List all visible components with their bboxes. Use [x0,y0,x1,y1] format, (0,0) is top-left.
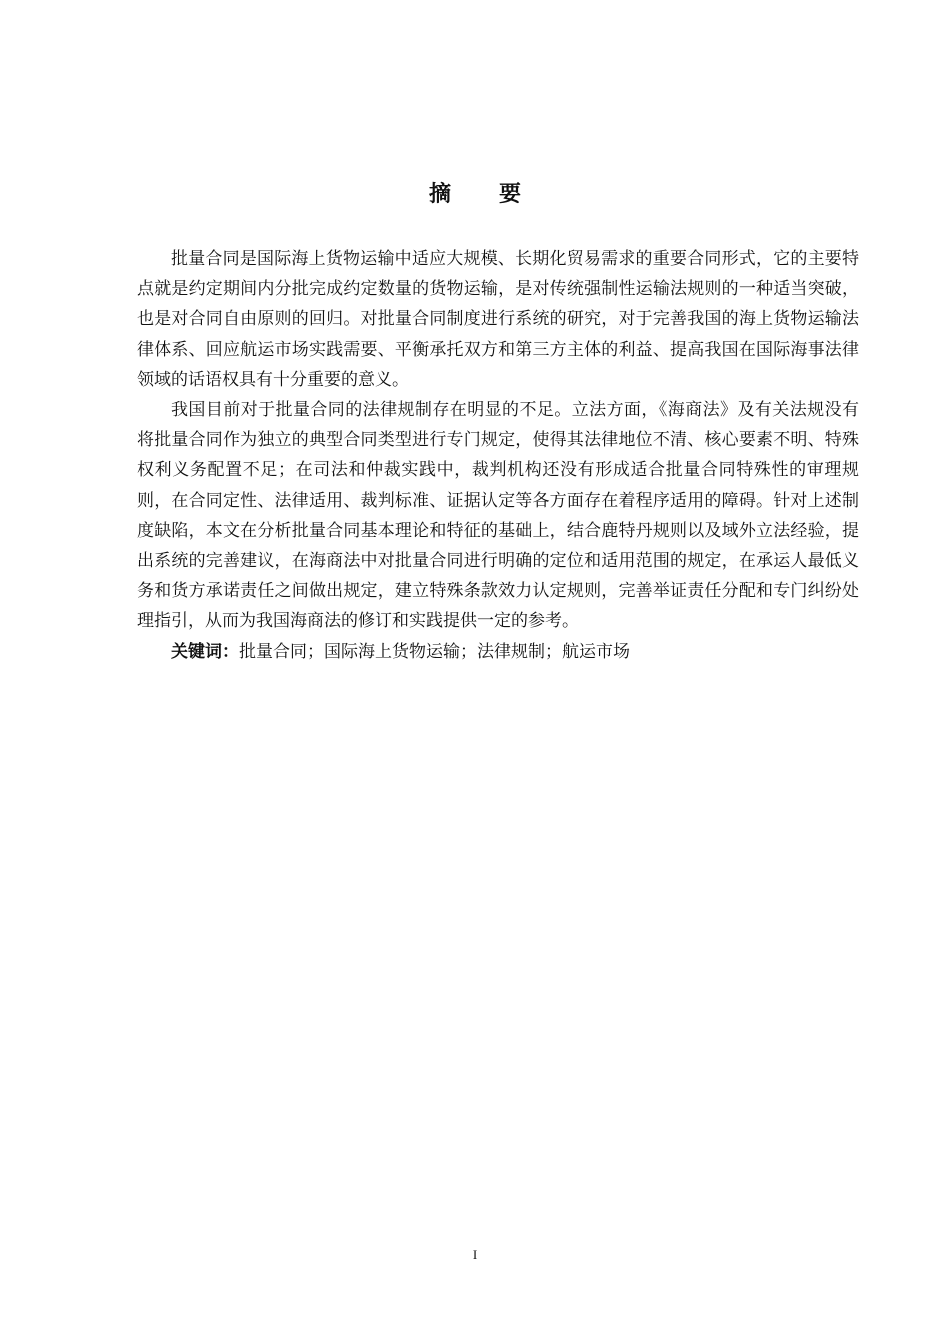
keywords-label: 关键词： [171,641,239,662]
keywords-text: 批量合同；国际海上货物运输；法律规制；航运市场 [239,641,630,662]
page-number: I [472,1247,478,1262]
abstract-paragraph-2: 我国目前对于批量合同的法律规制存在明显的不足。立法方面，《海商法》及有关法规没有将批量合同作为独立的典型合同类型进行专门规定，使得其法律地位不清、核心要素不明、特殊权利义务配置不足；在司法和仲裁实践中，裁判机构还没有形成适合批量合同特殊性的审理规则，在合同定性、法律适用、裁判标准、证据认定等各方面存在着程序适用的障碍。针对上述制度缺陷，本文在分析批量合同基本理论和特征的基础上，结合鹿特丹规则以及域外立法经验，提出系统的完善建议，在海商法中对批量合同进行明确的定位和适用范围的规定，在承运人最低义务和货方承诺责任之间做出规定，建立特殊条款效力认定规则，完善举证责任分配和专门纠纷处理指引，从而为我国海商法的修订和实践提供一定的参考。 [137,400,859,632]
keywords-line [137,637,859,667]
abstract-body [137,244,859,667]
page-title: 摘要 [428,182,569,207]
abstract-paragraph-1: 批量合同是国际海上货物运输中适应大规模、长期化贸易需求的重要合同形式，它的主要特点就是约定期间内分批完成约定数量的货物运输，是对传统强制性运输法规则的一种适当突破，也是对合同自由原则的回归。对批量合同制度进行系统的研究，对于完善我国的海上货物运输法律体系、回应航运市场实践需要、平衡承托双方和第三方主体的利益、提高我国在国际海事法律领域的话语权具有十分重要的意义。 [137,249,859,390]
